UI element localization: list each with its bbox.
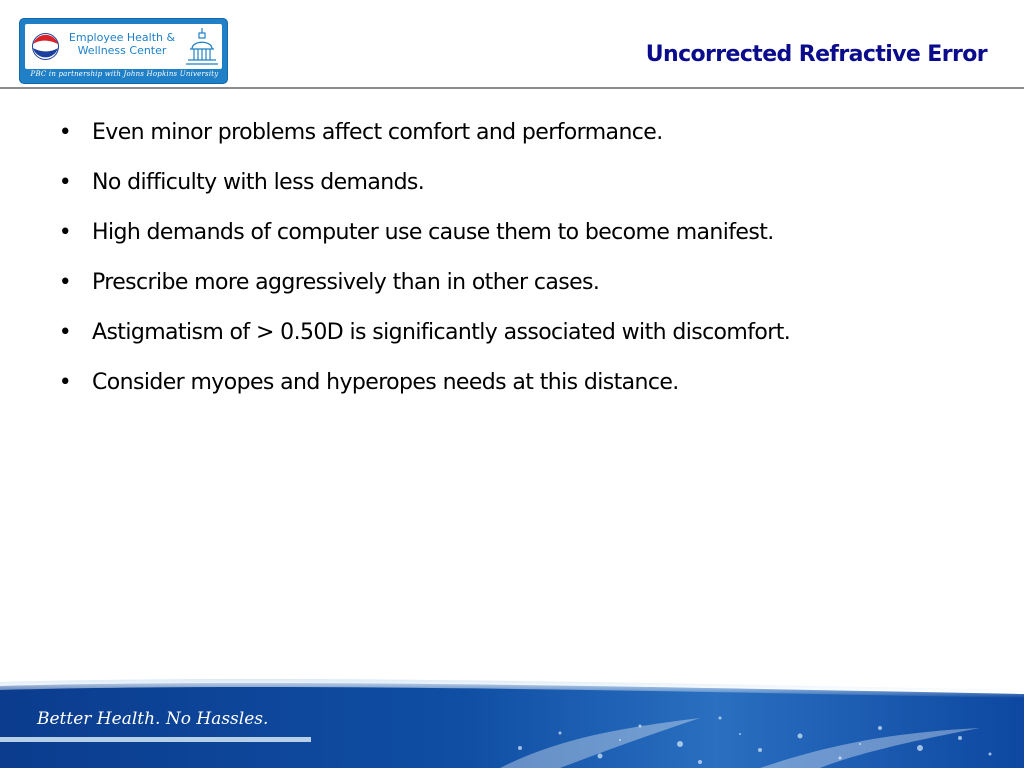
footer-banner	[0, 678, 1024, 768]
bullet-item	[55, 317, 815, 348]
logo-title	[63, 31, 181, 57]
bullet-item	[55, 367, 815, 398]
footer-underline	[0, 737, 311, 742]
pepsi-globe-icon	[32, 33, 59, 60]
footer-slogan: Better Health. No Hassles.	[37, 709, 269, 729]
logo-tagline: PBC in partnership with Johns Hopkins University	[30, 70, 219, 78]
logo-panel	[25, 24, 222, 69]
bullet-list	[55, 117, 815, 417]
capitol-dome-icon	[185, 27, 219, 67]
bullet-item	[55, 267, 815, 298]
bullet-text: No difficulty with less demands.	[92, 170, 425, 195]
bullet-marker: •	[58, 170, 72, 195]
bullet-marker: •	[58, 220, 72, 245]
bullet-marker: •	[58, 370, 72, 395]
bullet-marker: •	[58, 270, 72, 295]
bullet-text: Consider myopes and hyperopes needs at this distance.	[92, 370, 679, 395]
bullet-text: Astigmatism of > 0.50D is significantly associated with discomfort.	[92, 320, 791, 345]
bullet-marker: •	[58, 120, 72, 145]
employee-health-logo	[19, 18, 228, 84]
bullet-item	[55, 167, 815, 198]
bullet-text: Prescribe more aggressively than in other cases.	[92, 270, 600, 295]
bullet-item	[55, 117, 815, 148]
bullet-text: High demands of computer use cause them to become manifest.	[92, 220, 774, 245]
bullet-text: Even minor problems affect comfort and performance.	[92, 120, 663, 145]
title-divider	[0, 87, 1024, 89]
logo-line-1: Employee Health &	[68, 31, 176, 44]
logo-line-2: Wellness Center	[77, 44, 167, 57]
bullet-marker: •	[58, 320, 72, 345]
bullet-item	[55, 217, 815, 248]
slide-title: Uncorrected Refractive Error	[645, 42, 987, 67]
